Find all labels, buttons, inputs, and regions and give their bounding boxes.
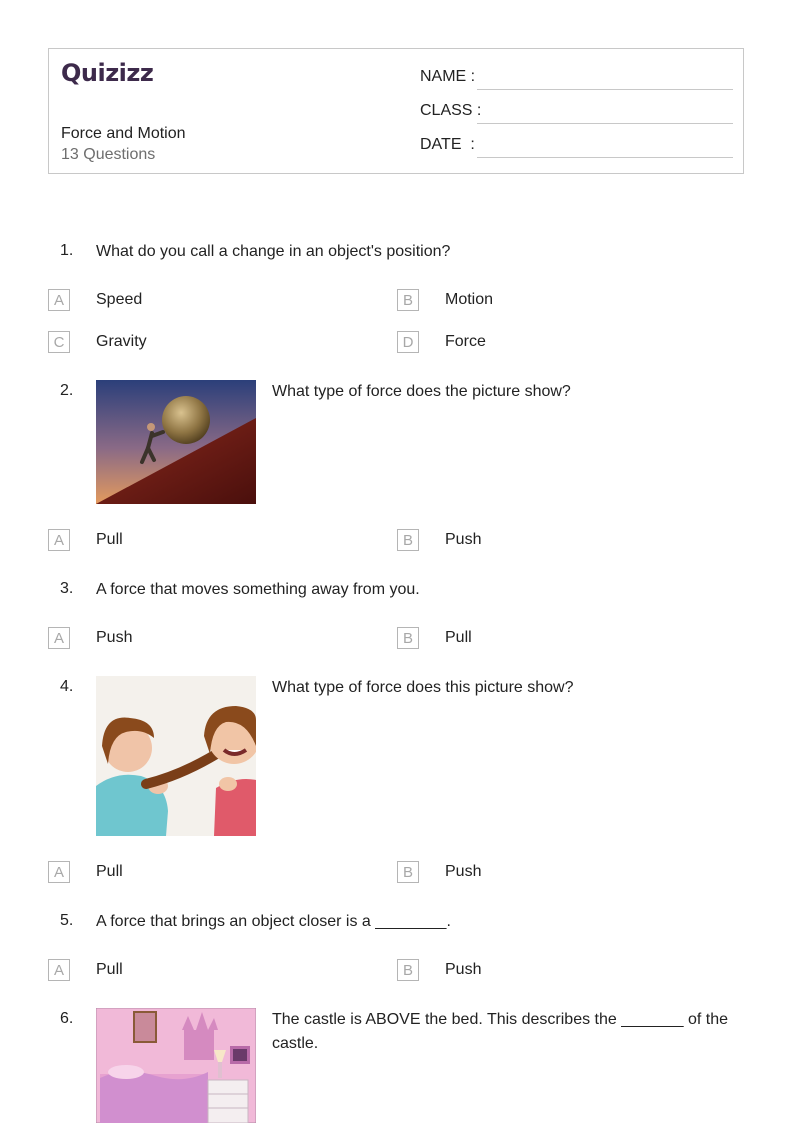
option-b-box[interactable]: B xyxy=(397,861,419,883)
option-a-box[interactable]: A xyxy=(48,289,70,311)
option-a-text: Push xyxy=(96,629,133,646)
option-b-text: Push xyxy=(445,863,482,880)
question-number: 2. xyxy=(60,382,74,399)
hair-pulling-image xyxy=(96,676,256,836)
option-c-text: Gravity xyxy=(96,333,147,350)
worksheet-title: Force and Motion xyxy=(61,125,186,142)
option-b-text: Pull xyxy=(445,629,472,646)
class-label: CLASS : xyxy=(420,102,482,119)
option-c-box[interactable]: C xyxy=(48,331,70,353)
boulder-image xyxy=(96,380,256,504)
option-a-box[interactable]: A xyxy=(48,529,70,551)
option-a-text: Pull xyxy=(96,961,123,978)
option-a-text: Speed xyxy=(96,291,143,308)
date-label: DATE : xyxy=(420,136,475,153)
question-text: What type of force does the picture show? xyxy=(272,383,571,400)
option-a-box[interactable]: A xyxy=(48,627,70,649)
option-b-text: Push xyxy=(445,531,482,548)
option-d-box[interactable]: D xyxy=(397,331,419,353)
question-count: 13 Questions xyxy=(61,146,156,163)
bedroom-image xyxy=(96,1008,256,1123)
question-number: 6. xyxy=(60,1010,74,1027)
question-text: A force that brings an object closer is a ________. xyxy=(96,913,451,930)
question-text: The castle is ABOVE the bed. This describes the _______ of the castle. xyxy=(272,1011,728,1052)
date-line[interactable] xyxy=(477,157,733,158)
quizizz-logo: Quizizz xyxy=(61,59,154,87)
option-a-text: Pull xyxy=(96,863,123,880)
question-text: What do you call a change in an object's position? xyxy=(96,243,451,260)
question-text: What type of force does this picture show? xyxy=(272,679,574,696)
question-number: 5. xyxy=(60,912,74,929)
option-d-text: Force xyxy=(445,333,486,350)
question-number: 4. xyxy=(60,678,74,695)
option-b-box[interactable]: B xyxy=(397,959,419,981)
option-a-box[interactable]: A xyxy=(48,959,70,981)
question-number: 1. xyxy=(60,242,74,259)
option-a-box[interactable]: A xyxy=(48,861,70,883)
option-b-text: Push xyxy=(445,961,482,978)
question-text: A force that moves something away from you. xyxy=(96,581,420,598)
option-a-text: Pull xyxy=(96,531,123,548)
option-b-text: Motion xyxy=(445,291,494,308)
name-label: NAME : xyxy=(420,68,476,85)
option-b-box[interactable]: B xyxy=(397,529,419,551)
worksheet-header xyxy=(48,48,744,174)
question-number: 3. xyxy=(60,580,74,597)
option-b-box[interactable]: B xyxy=(397,289,419,311)
name-line[interactable] xyxy=(477,89,733,90)
class-line[interactable] xyxy=(477,123,733,124)
option-b-box[interactable]: B xyxy=(397,627,419,649)
